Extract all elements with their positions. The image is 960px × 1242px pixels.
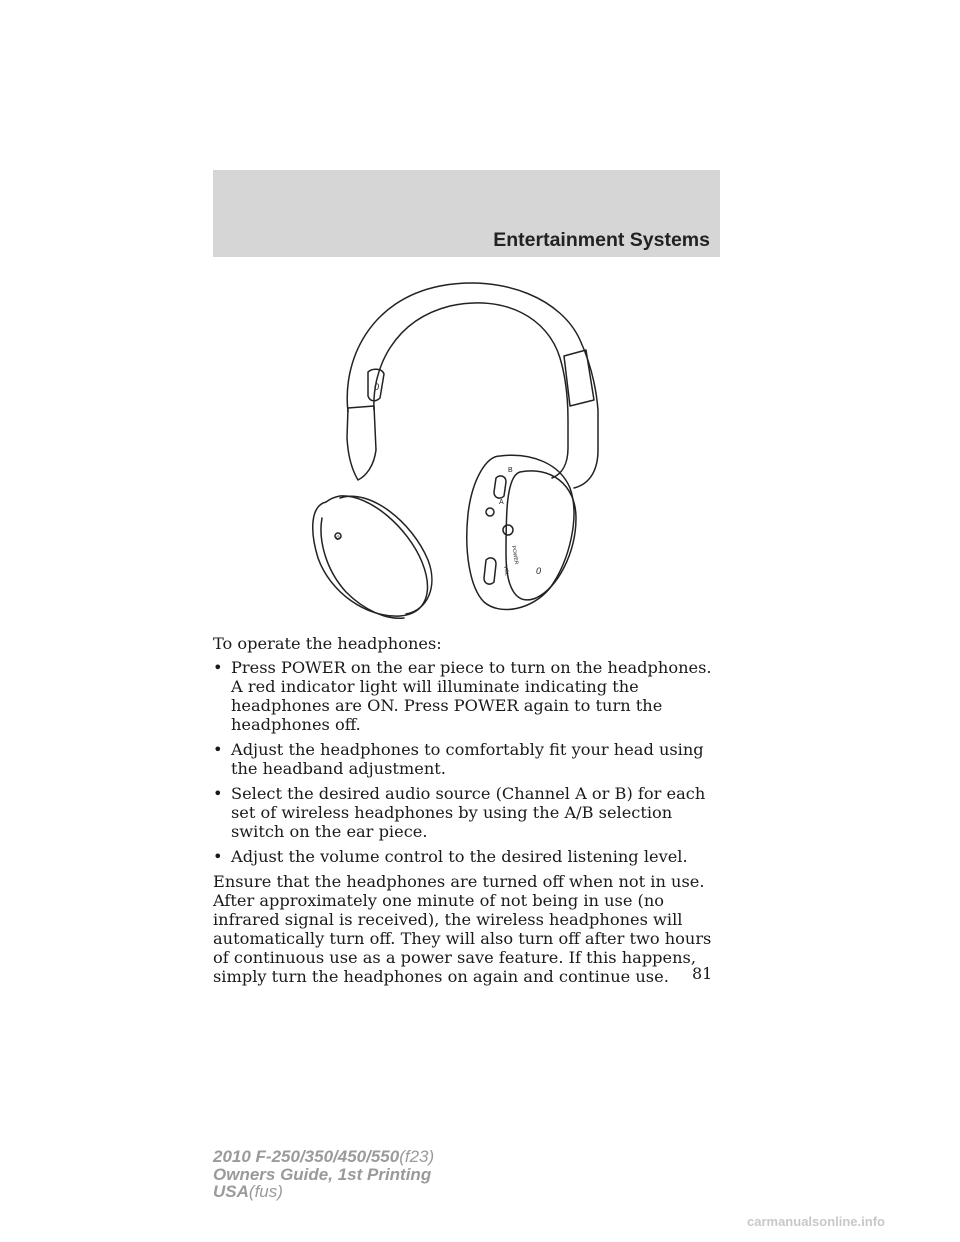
footer-line-model xyxy=(213,1148,434,1166)
footer-line-region xyxy=(213,1183,434,1201)
print-footer xyxy=(213,1148,434,1201)
headband-inner xyxy=(374,303,568,478)
list-item-text: Select the desired audio source (Channel A or B) for each set of wireless headphones by using the A/B selection switch on the ear piece. xyxy=(231,784,706,841)
page-number: 81 xyxy=(692,964,713,983)
switch-label-a: A xyxy=(499,499,504,506)
left-earcup-outer xyxy=(313,496,428,616)
ab-switch xyxy=(494,476,506,498)
list-item xyxy=(213,658,723,734)
mark-right-cup: 0 xyxy=(536,566,542,576)
power-button xyxy=(503,525,513,535)
mark-headband: 0 xyxy=(374,382,380,392)
list-item xyxy=(213,784,723,841)
right-earcup-panel xyxy=(506,471,576,600)
footer-region: USA xyxy=(213,1182,249,1201)
bullet-mark: • xyxy=(213,784,223,803)
bullet-mark: • xyxy=(213,740,223,759)
list-item xyxy=(213,740,723,778)
left-slider xyxy=(347,406,376,480)
list-item xyxy=(213,847,723,866)
section-header-band xyxy=(213,170,720,257)
wireless-headphones-illustration xyxy=(300,270,630,620)
footer-model-code: (f23) xyxy=(399,1147,435,1166)
section-title: Entertainment Systems xyxy=(493,229,710,251)
watermark: carmanualsonline.info xyxy=(747,1214,885,1229)
bullet-mark: • xyxy=(213,847,223,866)
mark-left-cup: 0 xyxy=(336,536,340,542)
footer-edition: Owners Guide, 1st Printing xyxy=(213,1164,432,1184)
list-item-text: Adjust the volume control to the desired listening level. xyxy=(231,847,688,866)
list-item-text: Adjust the headphones to comfortably fit your head using the headband adjustment. xyxy=(231,740,704,778)
closing-paragraph: Ensure that the headphones are turned off when not in use. After approximately one minute of not being in use (no infrared signal is received), the wireless headphones will automatically turn off. They will also turn off after two hours of continuous use as a power save feature. If this happens, simply turn the headphones on again and continue use. xyxy=(213,872,712,986)
footer-region-code: (fus) xyxy=(248,1182,283,1201)
footer-model: 2010 F-250/350/450/550 xyxy=(213,1147,400,1166)
right-slider xyxy=(564,350,594,406)
bullet-mark: • xyxy=(213,658,223,677)
volume-wheel xyxy=(484,558,496,584)
power-label: POWER xyxy=(510,545,520,565)
instruction-list xyxy=(213,658,723,866)
indicator-light xyxy=(486,508,494,516)
left-earcup-rim xyxy=(321,518,404,618)
switch-label-b: B xyxy=(508,467,513,474)
headband-outer xyxy=(347,283,598,488)
volume-label: VOL xyxy=(502,565,510,577)
list-item-text: Press POWER on the ear piece to turn on the headphones. A red indicator light will illuminate indicating the headphones are ON. Press POWER again to turn the headphones off. xyxy=(231,658,712,734)
body-text xyxy=(213,634,723,991)
intro-text: To operate the headphones: xyxy=(213,634,442,653)
